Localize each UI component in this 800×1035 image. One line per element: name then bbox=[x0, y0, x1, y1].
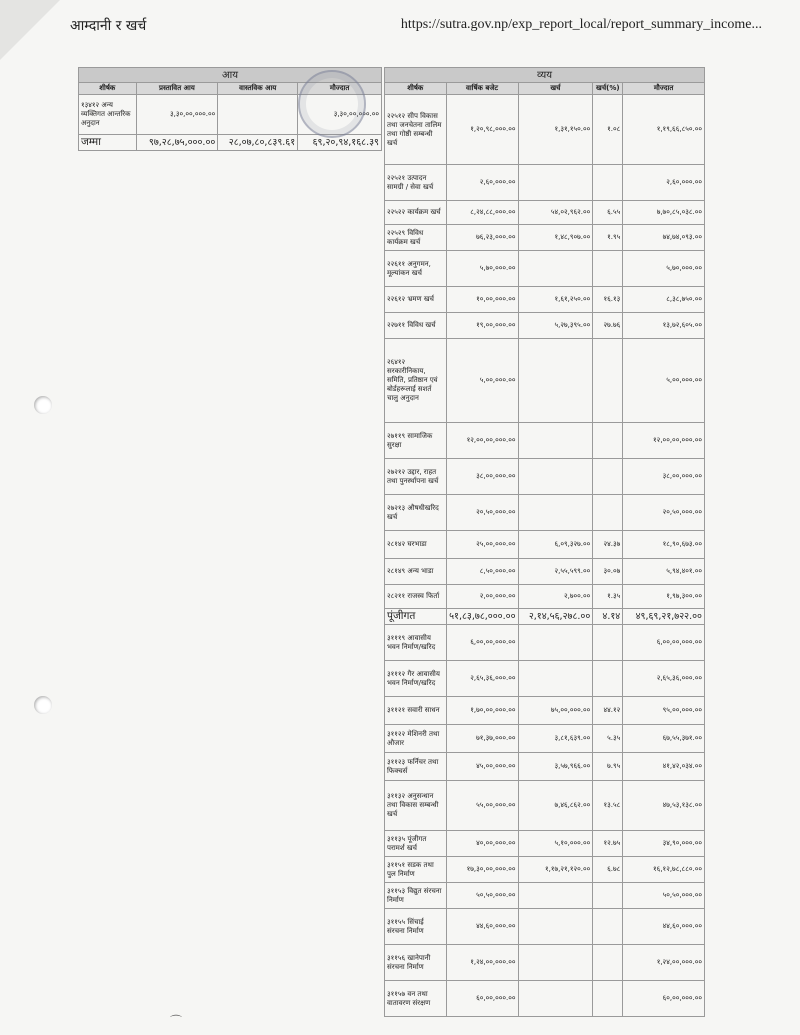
expense-cell-percent: १.९५ bbox=[593, 225, 623, 251]
expense-cell-balance: १,९७,३००.०० bbox=[623, 585, 705, 609]
expense-cell-balance: ८,३८,७५०.०० bbox=[623, 287, 705, 313]
expense-cell-budget: २,६५,३६,०००.०० bbox=[446, 661, 518, 697]
expense-cell-title: ३१११९ आवासीय भवन निर्माण/खरिद bbox=[385, 625, 447, 661]
expense-cell-title: २२५२९ विविध कार्यक्रम खर्च bbox=[385, 225, 447, 251]
expense-cell-spent bbox=[518, 423, 593, 459]
expense-cell-title: २२५१२ सीप विकास तथा जनचेतना तालिम तथा गोष्ठी सम्बन्धी खर्च bbox=[385, 95, 447, 165]
expense-cell-budget: ३८,००,०००.०० bbox=[446, 459, 518, 495]
expense-cell-balance: ७४,७४,०९३.०० bbox=[623, 225, 705, 251]
expense-row bbox=[385, 423, 705, 459]
expense-cell-balance: ४४,६०,०००.०० bbox=[623, 909, 705, 945]
expense-cell-balance: २०,५०,०००.०० bbox=[623, 495, 705, 531]
expense-cell-spent bbox=[518, 459, 593, 495]
expense-cell-budget: ७६,२३,०००.०० bbox=[446, 225, 518, 251]
expense-cell-balance: १३,७२,६०५.०० bbox=[623, 313, 705, 339]
expense-cell-percent bbox=[593, 339, 623, 423]
expense-cell-spent bbox=[518, 981, 593, 1017]
expense-cell-percent: १.०८ bbox=[593, 95, 623, 165]
expense-cell-title: २२७११ विविध खर्च bbox=[385, 313, 447, 339]
expense-cell-spent: ५,१०,०००.०० bbox=[518, 831, 593, 857]
expense-row bbox=[385, 201, 705, 225]
expense-cell-spent bbox=[518, 883, 593, 909]
expense-cell-budget: ४४,६०,०००.०० bbox=[446, 909, 518, 945]
expense-cell-percent bbox=[593, 459, 623, 495]
expense-cell-balance: २,६५,३६,०००.०० bbox=[623, 661, 705, 697]
income-cell-title: १३४१२ अन्य व्यक्तिगत आन्तरिक अनुदान bbox=[79, 95, 137, 135]
income-col-actual: वास्तविक आय bbox=[218, 83, 298, 95]
expense-cell-spent bbox=[518, 339, 593, 423]
expense-row bbox=[385, 559, 705, 585]
expense-cell-balance: ५०,५०,०००.०० bbox=[623, 883, 705, 909]
expense-cell-budget: ७१,३७,०००.०० bbox=[446, 725, 518, 753]
expense-cell-spent: ५,२७,३९५.०० bbox=[518, 313, 593, 339]
expense-cell-spent: २,१४,५६,२७८.०० bbox=[518, 609, 593, 625]
expense-row bbox=[385, 95, 705, 165]
expense-cell-budget: १७,३०,००,०००.०० bbox=[446, 857, 518, 883]
expense-capital-row bbox=[385, 909, 705, 945]
expense-cell-budget: ६,००,००,०००.०० bbox=[446, 625, 518, 661]
expense-cell-percent: ६.५५ bbox=[593, 201, 623, 225]
expense-cell-budget: ५,७०,०००.०० bbox=[446, 251, 518, 287]
expense-cell-budget: ५१,८३,७८,०००.०० bbox=[446, 609, 518, 625]
expense-cell-title: २२५२२ कार्यक्रम खर्च bbox=[385, 201, 447, 225]
expense-cell-title: पूंजीगत bbox=[385, 609, 447, 625]
expense-cell-title: २७२१२ उद्दार, राहत तथा पुनर्स्थापना खर्च bbox=[385, 459, 447, 495]
expense-cell-title: २७२१३ औषधीखरिद खर्च bbox=[385, 495, 447, 531]
expense-capital-row bbox=[385, 725, 705, 753]
expense-cell-balance: ६०,००,०००.०० bbox=[623, 981, 705, 1017]
expense-cell-spent: ६,०९,३२७.०० bbox=[518, 531, 593, 559]
expense-cell-budget: १२,००,००,०००.०० bbox=[446, 423, 518, 459]
expense-capital-row bbox=[385, 981, 705, 1017]
income-cell-actual bbox=[218, 95, 298, 135]
expense-cell-budget: २,००,०००.०० bbox=[446, 585, 518, 609]
expense-capital-row bbox=[385, 661, 705, 697]
expense-cell-percent: १२.७५ bbox=[593, 831, 623, 857]
expense-cell-title: २२५२१ उत्पादन सामग्री / सेवा खर्च bbox=[385, 165, 447, 201]
expense-cell-percent: १६.१३ bbox=[593, 287, 623, 313]
expense-cell-balance: ५,९४,४०१.०० bbox=[623, 559, 705, 585]
expense-cell-title: ३११५७ वन तथा वातावरण संरक्षण bbox=[385, 981, 447, 1017]
expense-cell-percent: १३.५८ bbox=[593, 781, 623, 831]
income-cell-balance: ३,३०,००,०००.०० bbox=[298, 95, 382, 135]
expense-cell-title: २६४१२ सरकारीनिकाय, समिति, प्रतिष्ठान एवं बोर्डहरूलाई सशर्त चालु अनुदान bbox=[385, 339, 447, 423]
expense-cell-spent bbox=[518, 251, 593, 287]
expense-capital-row bbox=[385, 857, 705, 883]
expense-cell-title: ३११५६ खानेपानी संरचना निर्माण bbox=[385, 945, 447, 981]
expense-cell-spent: ३,८१,६३९.०० bbox=[518, 725, 593, 753]
expense-cell-balance: २,६०,०००.०० bbox=[623, 165, 705, 201]
expense-cell-spent: २,७००.०० bbox=[518, 585, 593, 609]
expense-row bbox=[385, 531, 705, 559]
expense-cell-budget: २,६०,०००.०० bbox=[446, 165, 518, 201]
expense-cell-balance: ४७,५३,१३८.०० bbox=[623, 781, 705, 831]
expense-cell-budget: ६०,००,०००.०० bbox=[446, 981, 518, 1017]
page-title: आम्दानी र खर्च bbox=[70, 18, 147, 34]
expense-capital-row bbox=[385, 753, 705, 781]
expense-cell-percent: ४.१४ bbox=[593, 609, 623, 625]
expense-cell-title: २८२११ राजस्व फिर्ता bbox=[385, 585, 447, 609]
expense-cell-budget: ४५,००,०००.०० bbox=[446, 753, 518, 781]
office-seal-stamp bbox=[298, 70, 366, 138]
expense-cell-spent: ५४,०२,९६२.०० bbox=[518, 201, 593, 225]
expense-cell-budget: २०,५०,०००.०० bbox=[446, 495, 518, 531]
expense-row bbox=[385, 251, 705, 287]
expense-col-percent: खर्च(%) bbox=[593, 83, 623, 95]
expense-capital-row bbox=[385, 945, 705, 981]
expense-cell-balance: १६,१२,७८,८८०.०० bbox=[623, 857, 705, 883]
expense-cell-budget: ५०,५०,०००.०० bbox=[446, 883, 518, 909]
expense-cell-percent bbox=[593, 495, 623, 531]
expense-cell-title: २७११९ सामाजिक सुरक्षा bbox=[385, 423, 447, 459]
expense-cell-percent bbox=[593, 945, 623, 981]
expense-cell-balance: ६,००,००,०००.०० bbox=[623, 625, 705, 661]
income-total-proposed: ९७,२८,७५,०००.०० bbox=[136, 135, 218, 151]
expense-cell-percent: १.३५ bbox=[593, 585, 623, 609]
expense-cell-title: ३११२२ मेशिनरी तथा औजार bbox=[385, 725, 447, 753]
expense-row bbox=[385, 585, 705, 609]
expense-cell-title: ३११५५ सिंचाई संरचना निर्माण bbox=[385, 909, 447, 945]
expense-table bbox=[384, 67, 705, 1017]
expense-cell-percent bbox=[593, 981, 623, 1017]
expense-cell-percent bbox=[593, 251, 623, 287]
expense-cell-percent bbox=[593, 165, 623, 201]
expense-cell-budget: १९,००,०००.०० bbox=[446, 313, 518, 339]
expense-cell-spent bbox=[518, 495, 593, 531]
expense-cell-percent: ३०.०७ bbox=[593, 559, 623, 585]
expense-group-header: व्यय bbox=[385, 68, 705, 83]
expense-cell-title: २८१४२ घरभाडा bbox=[385, 531, 447, 559]
expense-col-budget: वार्षिक बजेट bbox=[446, 83, 518, 95]
expense-cell-spent: २,५५,५९९.०० bbox=[518, 559, 593, 585]
expense-cell-budget: १०,००,०००.०० bbox=[446, 287, 518, 313]
expense-capital-row bbox=[385, 883, 705, 909]
page-url: https://sutra.gov.np/exp_report_local/report_summary_income... bbox=[400, 17, 762, 32]
expense-cell-title: ३११३२ अनुसन्धान तथा विकास सम्बन्धी खर्च bbox=[385, 781, 447, 831]
expense-capital-row bbox=[385, 625, 705, 661]
expense-cell-spent bbox=[518, 909, 593, 945]
expense-col-spent: खर्च bbox=[518, 83, 593, 95]
expense-cell-spent: १,३१,१५०.०० bbox=[518, 95, 593, 165]
expense-cell-percent bbox=[593, 909, 623, 945]
income-col-proposed: प्रस्तावित आय bbox=[136, 83, 218, 95]
expense-cell-balance: ६७,५५,३७१.०० bbox=[623, 725, 705, 753]
expense-cell-percent bbox=[593, 883, 623, 909]
expense-cell-spent bbox=[518, 165, 593, 201]
expense-cell-spent: १,१७,२१,१२०.०० bbox=[518, 857, 593, 883]
expense-cell-percent: ५.३५ bbox=[593, 725, 623, 753]
income-col-title: शीर्षक bbox=[79, 83, 137, 95]
expense-cell-title: २२६११ अनुगमन, मूल्यांकन खर्च bbox=[385, 251, 447, 287]
income-group-header: आय bbox=[79, 68, 382, 83]
expense-row bbox=[385, 459, 705, 495]
expense-cell-balance: १२,००,००,०००.०० bbox=[623, 423, 705, 459]
handwritten-mark: ⌒ bbox=[170, 1014, 183, 1028]
page-fold-corner bbox=[0, 0, 60, 60]
income-cell-proposed: ३,३०,००,०००.०० bbox=[136, 95, 218, 135]
income-total-label: जम्मा bbox=[79, 135, 137, 151]
expense-cell-spent bbox=[518, 945, 593, 981]
expense-cell-spent bbox=[518, 625, 593, 661]
expense-row bbox=[385, 287, 705, 313]
expense-row bbox=[385, 313, 705, 339]
expense-cell-budget: ८,५०,०००.०० bbox=[446, 559, 518, 585]
expense-col-balance: मौज्दात bbox=[623, 83, 705, 95]
expense-cell-percent: २७.७६ bbox=[593, 313, 623, 339]
expense-capital-row bbox=[385, 831, 705, 857]
expense-cell-budget: ४०,००,०००.०० bbox=[446, 831, 518, 857]
expense-cell-balance: ९५,००,०००.०० bbox=[623, 697, 705, 725]
punch-hole-bottom bbox=[34, 696, 52, 714]
expense-cell-spent: १,४८,९०७.०० bbox=[518, 225, 593, 251]
expense-cell-title: ३११२१ सवारी साधन bbox=[385, 697, 447, 725]
income-total-balance: ६९,२०,९४,१६८.३९ bbox=[298, 135, 382, 151]
punch-hole-top bbox=[34, 396, 52, 414]
income-total-actual: २८,०७,८०,८३९.६१ bbox=[218, 135, 298, 151]
expense-cell-percent bbox=[593, 423, 623, 459]
expense-cell-title: २८१४९ अन्य भाडा bbox=[385, 559, 447, 585]
expense-cell-balance: ४९,६९,२१,७२२.०० bbox=[623, 609, 705, 625]
expense-cell-budget: ५५,००,०००.०० bbox=[446, 781, 518, 831]
expense-cell-title: ३११५१ सडक तथा पुल निर्माण bbox=[385, 857, 447, 883]
expense-subtotal-row bbox=[385, 609, 705, 625]
expense-cell-balance: १,२४,००,०००.०० bbox=[623, 945, 705, 981]
expense-cell-balance: ३८,००,०००.०० bbox=[623, 459, 705, 495]
expense-cell-budget: ५,००,०००.०० bbox=[446, 339, 518, 423]
expense-cell-title: ३११५३ विद्युत संरचना निर्माण bbox=[385, 883, 447, 909]
expense-capital-row bbox=[385, 781, 705, 831]
expense-cell-spent: ७,४६,८६२.०० bbox=[518, 781, 593, 831]
expense-cell-title: ३११३५ पूंजीगत परामर्श खर्च bbox=[385, 831, 447, 857]
expense-cell-percent bbox=[593, 625, 623, 661]
expense-cell-spent bbox=[518, 661, 593, 697]
expense-cell-percent: ७.९५ bbox=[593, 753, 623, 781]
expense-cell-budget: २५,००,०००.०० bbox=[446, 531, 518, 559]
expense-col-title: शीर्षक bbox=[385, 83, 447, 95]
expense-cell-title: ३१११२ गैर आवासीय भवन निर्माण/खरिद bbox=[385, 661, 447, 697]
expense-cell-budget: १,२४,००,०००.०० bbox=[446, 945, 518, 981]
income-col-balance: मौज्दात bbox=[298, 83, 382, 95]
expense-cell-percent bbox=[593, 661, 623, 697]
expense-cell-percent: ४४.१२ bbox=[593, 697, 623, 725]
expense-cell-spent: १,६१,२५०.०० bbox=[518, 287, 593, 313]
expense-cell-balance: ३४,९०,०००.०० bbox=[623, 831, 705, 857]
expense-cell-balance: ५,७०,०००.०० bbox=[623, 251, 705, 287]
expense-cell-balance: ७,७०,८५,०३८.०० bbox=[623, 201, 705, 225]
expense-cell-title: २२६१२ भ्रमण खर्च bbox=[385, 287, 447, 313]
expense-cell-percent: २४.३७ bbox=[593, 531, 623, 559]
expense-cell-balance: ५,००,०००.०० bbox=[623, 339, 705, 423]
expense-cell-balance: ४१,४२,०३४.०० bbox=[623, 753, 705, 781]
expense-row bbox=[385, 165, 705, 201]
expense-capital-row bbox=[385, 697, 705, 725]
expense-cell-balance: १८,९०,६७३.०० bbox=[623, 531, 705, 559]
expense-row bbox=[385, 495, 705, 531]
expense-cell-budget: १,२०,९८,०००.०० bbox=[446, 95, 518, 165]
expense-row bbox=[385, 225, 705, 251]
expense-cell-budget: ८,२४,८८,०००.०० bbox=[446, 201, 518, 225]
expense-cell-balance: १,१९,६६,८५०.०० bbox=[623, 95, 705, 165]
expense-row bbox=[385, 339, 705, 423]
expense-cell-spent: ७५,००,०००.०० bbox=[518, 697, 593, 725]
expense-cell-percent: ६.७८ bbox=[593, 857, 623, 883]
expense-cell-title: ३११२३ फर्निचर तथा फिक्चर्स bbox=[385, 753, 447, 781]
expense-cell-spent: ३,५७,९६६.०० bbox=[518, 753, 593, 781]
expense-cell-budget: १,७०,००,०००.०० bbox=[446, 697, 518, 725]
